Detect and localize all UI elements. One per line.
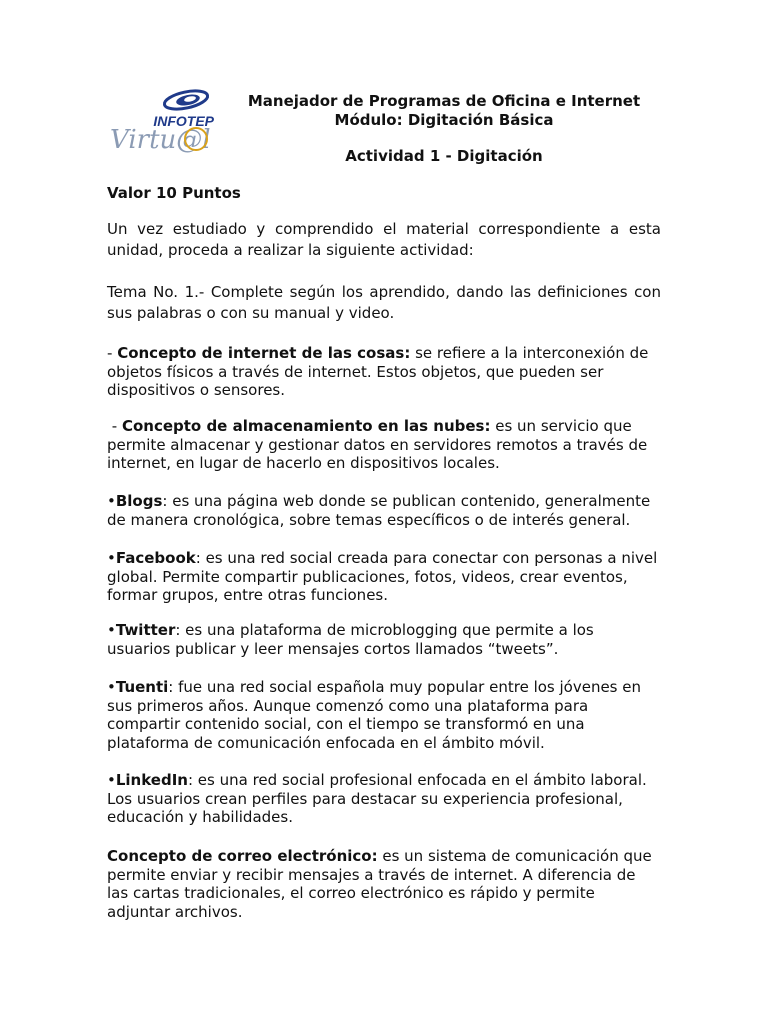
logo-brand-text: INFOTEP xyxy=(153,113,214,129)
item-prefix: - xyxy=(107,344,118,362)
definition-blogs xyxy=(107,492,661,529)
item-definition: se refiere a la interconexión de objetos físicos a través de internet. Estos objetos, que pueden ser dispositivos o sensores. xyxy=(107,344,649,399)
item-definition: : fue una red social española muy popular entre los jóvenes en sus primeros años. Aunque comenzó como una plataforma para compartir contenido social, con el tiempo se transformó en una plataforma de comunicación enfocada en el ámbito móvil. xyxy=(107,678,642,752)
item-term: Facebook xyxy=(115,549,196,567)
item-term: Concepto de internet de las cosas: xyxy=(117,344,411,362)
definition-tuenti xyxy=(107,678,661,752)
item-definition: : es una plataforma de microblogging que permite a los usuarios publicar y leer mensajes cortos llamados “tweets”. xyxy=(107,621,594,658)
module-title: Módulo: Digitación Básica xyxy=(334,111,554,129)
intro-paragraph: Un vez estudiado y comprendido el material correspondiente a esta unidad, proceda a realizar la siguiente actividad: xyxy=(107,220,661,259)
definition-email xyxy=(107,847,661,921)
item-definition: es un sistema de comunicación que permite enviar y recibir mensajes a través de internet. A diferencia de las cartas tradicionales, el correo electrónico es rápido y permite adjuntar archivos. xyxy=(107,847,652,921)
item-term: Blogs xyxy=(115,492,163,510)
item-prefix: • xyxy=(107,492,116,510)
item-definition: : es una página web donde se publican contenido, generalmente de manera cronológica, sobre temas específicos o de interés general. xyxy=(107,492,651,529)
course-title: Manejador de Programas de Oficina e Internet xyxy=(247,92,641,110)
infotep-virtual-logo xyxy=(106,88,224,156)
points-value: Valor 10 Puntos xyxy=(107,184,241,202)
item-term: Concepto de correo electrónico: xyxy=(107,847,378,865)
topic-instructions: Tema No. 1.- Complete según los aprendido, dando las definiciones con sus palabras o con su manual y video. xyxy=(107,283,661,322)
item-term: Concepto de almacenamiento en las nubes: xyxy=(121,417,491,435)
item-prefix: - xyxy=(107,417,122,435)
item-term: Tuenti xyxy=(115,678,169,696)
item-prefix: • xyxy=(107,678,116,696)
definition-linkedin xyxy=(107,771,661,827)
item-prefix: • xyxy=(107,549,116,567)
item-prefix: • xyxy=(107,621,116,639)
item-definition: : es una red social profesional enfocada en el ámbito laboral. Los usuarios crean perfiles para destacar su experiencia profesional, educación y habilidades. xyxy=(107,771,647,826)
logo-sub-text: Virtu@l xyxy=(110,125,211,155)
item-definition: es un servicio que permite almacenar y gestionar datos en servidores remotos a través de internet, en lugar de hacerlo en dispositivos locales. xyxy=(107,417,648,472)
activity-title: Actividad 1 - Digitación xyxy=(345,147,543,165)
item-definition: : es una red social creada para conectar con personas a nivel global. Permite compartir publicaciones, fotos, videos, crear eventos, formar grupos, entre otras funciones. xyxy=(107,549,658,604)
definition-twitter xyxy=(107,621,661,658)
definition-cloud-storage xyxy=(107,417,661,473)
item-term: LinkedIn xyxy=(115,771,188,789)
definition-facebook xyxy=(107,549,661,605)
item-prefix: • xyxy=(107,771,116,789)
definition-internet-of-things xyxy=(107,344,661,400)
item-term: Twitter xyxy=(115,621,176,639)
